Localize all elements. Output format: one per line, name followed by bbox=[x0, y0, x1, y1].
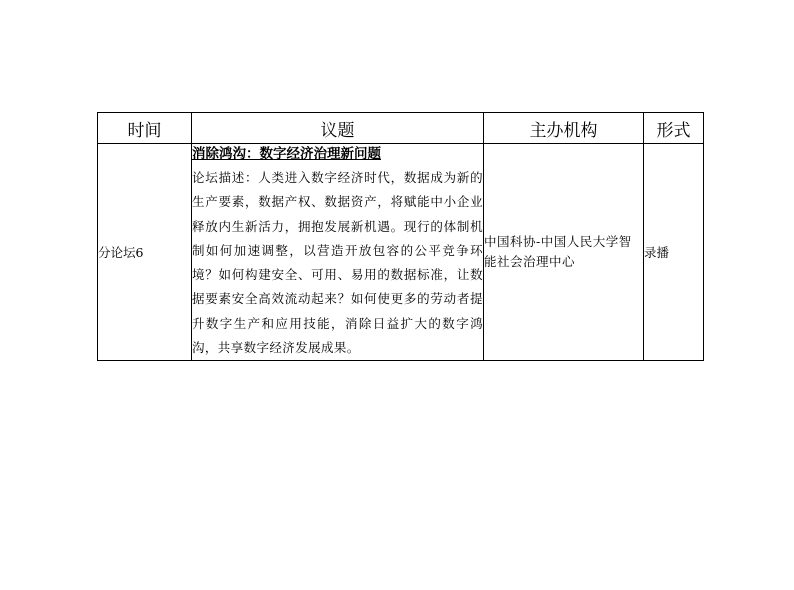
topic-description: 论坛描述：人类进入数字经济时代，数据成为新的生产要素，数据产权、数据资产，将赋能中小企业释放内生新活力，拥抱发展新机遇。现行的体制机制如何加速调整，以营造开放包容的公平竞争环境？如何构建安全、可用、易用的数据标准，让数据要素安全高效流动起来？如何使更多的劳动者提升数字生产和应用技能，消除日益扩大的数字鸿沟，共享数字经济发展成果。 bbox=[192, 170, 483, 356]
table-row bbox=[98, 144, 704, 361]
header-topic: 议题 bbox=[192, 113, 484, 144]
session-cell: 分论坛6 bbox=[98, 144, 192, 361]
topic-cell bbox=[192, 144, 484, 361]
table-header-row bbox=[98, 113, 704, 144]
header-format: 形式 bbox=[644, 113, 704, 144]
header-organizer: 主办机构 bbox=[484, 113, 644, 144]
format-cell: 录播 bbox=[644, 144, 704, 361]
agenda-table bbox=[97, 112, 704, 361]
header-time: 时间 bbox=[98, 113, 192, 144]
organizer-cell: 中国科协-中国人民大学智能社会治理中心 bbox=[484, 144, 644, 361]
topic-title: 消除鸿沟：数字经济治理新问题 bbox=[192, 146, 381, 162]
